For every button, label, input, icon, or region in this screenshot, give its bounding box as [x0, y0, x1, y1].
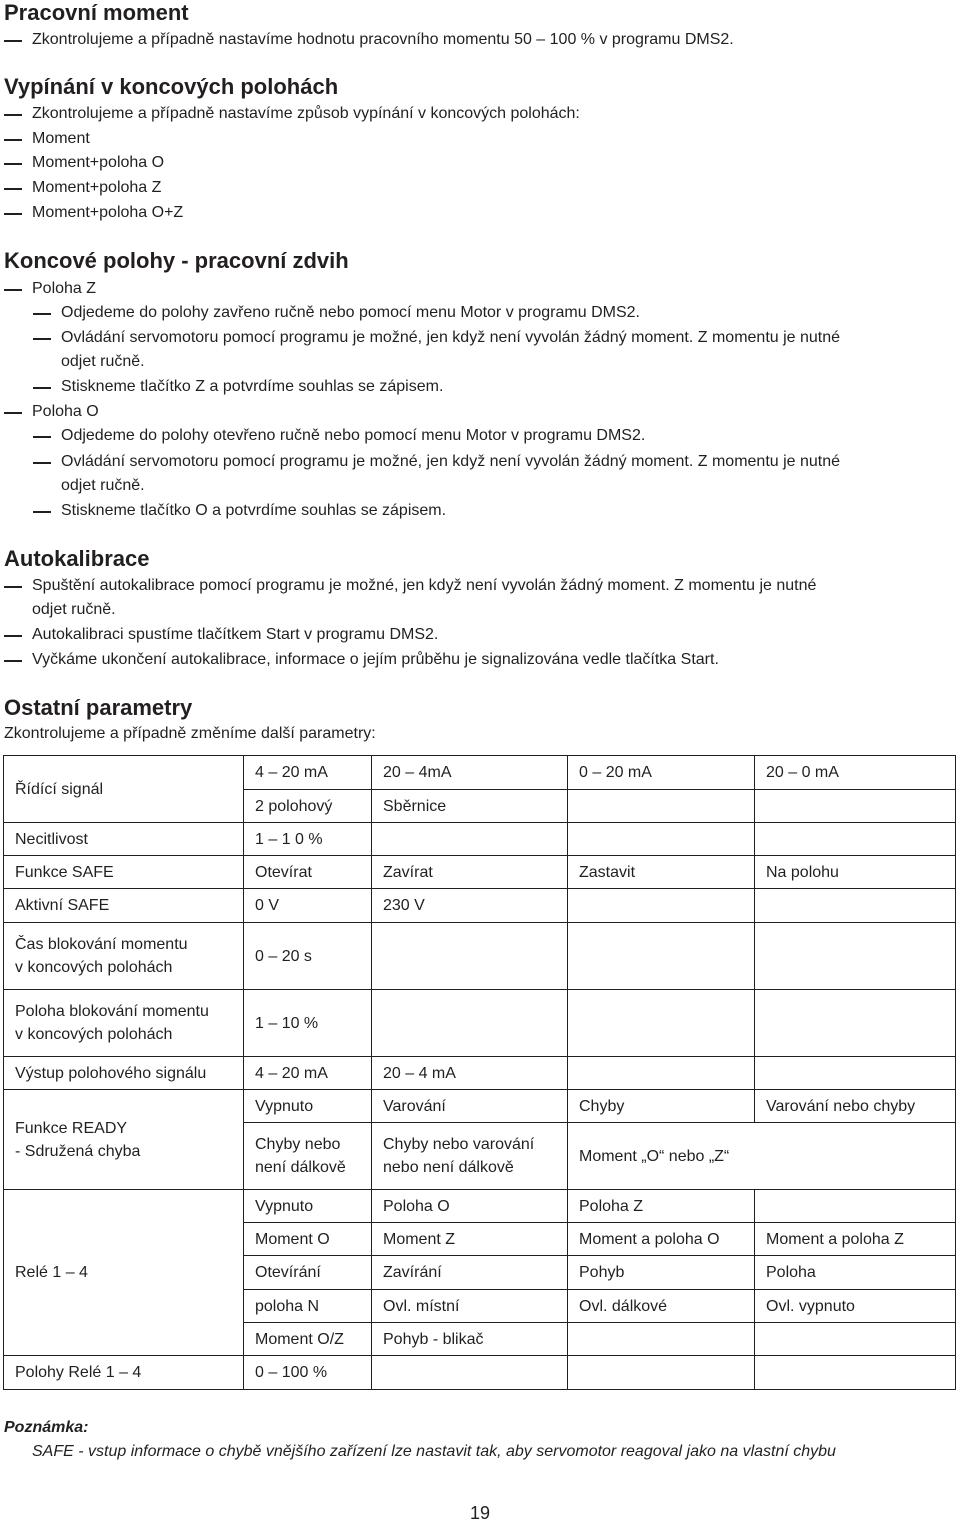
table-cell: Moment O: [244, 1223, 372, 1256]
table-row: [4, 1090, 956, 1123]
sub-item-continuation: odjet ručně.: [61, 353, 145, 370]
table-row: [4, 889, 956, 923]
table-row: [4, 756, 956, 790]
list-item: Autokalibraci spustíme tlačítkem Start v programu DMS2.: [32, 626, 439, 643]
table-cell: Vypnuto: [244, 1090, 372, 1123]
dash-bullet: [33, 436, 51, 438]
row-label: [4, 990, 244, 1057]
table-cell: Moment Z: [372, 1223, 568, 1256]
table-cell: 1 – 10 %: [244, 990, 372, 1057]
table-cell: [568, 1057, 755, 1090]
table-cell: 1 – 1 0 %: [244, 823, 372, 856]
row-label: Polohy Relé 1 – 4: [4, 1356, 244, 1390]
table-cell: Moment a poloha Z: [755, 1223, 956, 1256]
table-cell: [568, 889, 755, 923]
table-cell: 0 – 20 s: [244, 923, 372, 990]
list-item: Moment: [32, 130, 90, 147]
table-cell: Ovl. místní: [372, 1290, 568, 1323]
table-cell: [755, 990, 956, 1057]
row-label: Výstup polohového signálu: [4, 1057, 244, 1090]
table-cell: [755, 1323, 956, 1356]
table-cell: [372, 1356, 568, 1390]
table-cell: Otevírání: [244, 1256, 372, 1290]
table-cell: [568, 790, 755, 823]
table-row: [4, 990, 956, 1057]
table-cell: Zastavit: [568, 856, 755, 889]
dash-bullet: [4, 586, 22, 588]
table-cell: 2 polohový: [244, 790, 372, 823]
sub-item-continuation: odjet ručně.: [61, 477, 145, 494]
list-item-poloha-z: Poloha Z: [32, 280, 97, 297]
row-label-line: Funkce READY: [15, 1119, 128, 1137]
table-cell: 20 – 0 mA: [755, 756, 956, 790]
dash-bullet: [4, 213, 22, 215]
dash-bullet: [33, 338, 51, 340]
table-row: [4, 1190, 956, 1223]
row-label: Funkce SAFE: [4, 856, 244, 889]
table-cell: 20 – 4mA: [372, 756, 568, 790]
table-cell: [755, 790, 956, 823]
table-row: [4, 1356, 956, 1390]
list-item: Spuštění autokalibrace pomocí programu je možné, jen když není vyvolán žádný moment. Z momentu je nutné: [32, 577, 817, 594]
intro-text: Zkontrolujeme a případně změníme další parametry:: [4, 725, 376, 742]
sub-item: Ovládání servomotoru pomocí programu je možné, jen když není vyvolán žádný moment. Z momentu je nutné: [61, 453, 841, 470]
table-cell: Varování nebo chyby: [755, 1090, 956, 1123]
row-label: [4, 1090, 244, 1190]
dash-bullet: [4, 289, 22, 291]
table-cell: Otevírat: [244, 856, 372, 889]
table-cell: Moment a poloha O: [568, 1223, 755, 1256]
list-item: Zkontrolujeme a případně nastavíme hodnotu pracovního momentu 50 – 100 % v programu DMS2.: [32, 31, 734, 48]
list-item: Moment+poloha Z: [32, 179, 162, 196]
table-cell: 230 V: [372, 889, 568, 923]
table-cell: 0 – 100 %: [244, 1356, 372, 1390]
cell-line: Chyby nebo varování: [383, 1136, 535, 1153]
table-cell: 4 – 20 mA: [244, 756, 372, 790]
table-cell: Moment „O“ nebo „Z“: [568, 1123, 956, 1190]
dash-bullet: [33, 462, 51, 464]
table-cell: [568, 923, 755, 990]
dash-bullet: [4, 635, 22, 637]
table-cell: [372, 990, 568, 1057]
dash-bullet: [33, 511, 51, 513]
table-cell: Zavírání: [372, 1256, 568, 1290]
list-item-continuation: odjet ručně.: [32, 601, 116, 618]
heading-pracovni-moment: Pracovní moment: [4, 0, 189, 25]
table-cell: [755, 889, 956, 923]
row-label: Relé 1 – 4: [4, 1190, 244, 1356]
row-label: Necitlivost: [4, 823, 244, 856]
dash-bullet: [4, 412, 22, 414]
table-cell: [568, 1323, 755, 1356]
table-cell: Ovl. vypnuto: [755, 1290, 956, 1323]
table-row: [4, 856, 956, 889]
table-cell: 20 – 4 mA: [372, 1057, 568, 1090]
heading-koncove-polohy: Koncové polohy - pracovní zdvih: [4, 248, 349, 273]
cell-line: nebo není dálkově: [383, 1159, 514, 1176]
parameters-table: [3, 755, 956, 1390]
dash-bullet: [4, 139, 22, 141]
row-label-line: Poloha blokování momentu: [15, 1003, 209, 1020]
list-item: Zkontrolujeme a případně nastavíme způsob vypínání v koncových polohách:: [32, 105, 580, 122]
table-cell: [755, 1190, 956, 1223]
table-cell: [372, 1123, 568, 1190]
cell-line: Chyby nebo: [255, 1136, 341, 1153]
row-label: [4, 923, 244, 990]
table-row: [4, 923, 956, 990]
note-text: SAFE - vstup informace o chybě vnějšího zařízení lze nastavit tak, aby servomotor reagoval jako na vlastní chybu: [32, 1443, 836, 1460]
table-cell: [755, 1057, 956, 1090]
row-label-line: Čas blokování momentu: [15, 936, 188, 953]
table-cell: [755, 823, 956, 856]
table-cell: 0 V: [244, 889, 372, 923]
table-cell: [755, 923, 956, 990]
row-label: Aktivní SAFE: [4, 889, 244, 923]
heading-ostatni-parametry: Ostatní parametry: [4, 695, 193, 720]
row-label-line: - Sdružená chyba: [15, 1142, 141, 1160]
note-title: Poznámka:: [4, 1419, 89, 1436]
dash-bullet: [33, 313, 51, 315]
dash-bullet: [4, 163, 22, 165]
table-cell: Poloha O: [372, 1190, 568, 1223]
list-item: Moment+poloha O: [32, 154, 165, 171]
sub-item: Ovládání servomotoru pomocí programu je možné, jen když není vyvolán žádný moment. Z momentu je nutné: [61, 329, 841, 346]
table-cell: Pohyb - blikač: [372, 1323, 568, 1356]
table-cell: [244, 1123, 372, 1190]
table-cell: Chyby: [568, 1090, 755, 1123]
table-cell: [568, 990, 755, 1057]
dash-bullet: [33, 387, 51, 389]
table-cell: [568, 1356, 755, 1390]
cell-line: není dálkově: [255, 1159, 346, 1176]
sub-item: Odjedeme do polohy otevřeno ručně nebo pomocí menu Motor v programu DMS2.: [61, 427, 646, 444]
table-cell: 4 – 20 mA: [244, 1057, 372, 1090]
table-cell: Poloha: [755, 1256, 956, 1290]
row-label-line: v koncových polohách: [15, 1026, 173, 1043]
sub-item: Stiskneme tlačítko O a potvrdíme souhlas se zápisem.: [61, 502, 447, 519]
table-row: [4, 1057, 956, 1090]
table-cell: poloha N: [244, 1290, 372, 1323]
table-cell: [568, 823, 755, 856]
table-cell: Poloha Z: [568, 1190, 755, 1223]
heading-vypinani: Vypínání v koncových polohách: [4, 74, 339, 99]
table-cell: Varování: [372, 1090, 568, 1123]
heading-autokalibrace: Autokalibrace: [4, 546, 150, 571]
table-cell: Sběrnice: [372, 790, 568, 823]
table-cell: [755, 1356, 956, 1390]
table-cell: Vypnuto: [244, 1190, 372, 1223]
list-item: Vyčkáme ukončení autokalibrace, informace o jejím průběhu je signalizována vedle tlačítka Start.: [32, 651, 719, 668]
table-cell: Zavírat: [372, 856, 568, 889]
dash-bullet: [4, 114, 22, 116]
table-cell: Na polohu: [755, 856, 956, 889]
row-label-line: v koncových polohách: [15, 959, 173, 976]
table-cell: [372, 823, 568, 856]
sub-item: Odjedeme do polohy zavřeno ručně nebo pomocí menu Motor v programu DMS2.: [61, 304, 640, 321]
list-item: Moment+poloha O+Z: [32, 204, 184, 221]
page-number: 19: [469, 1503, 491, 1523]
table-row: [4, 823, 956, 856]
dash-bullet: [4, 188, 22, 190]
dash-bullet: [4, 40, 22, 42]
table-cell: [372, 923, 568, 990]
table-cell: 0 – 20 mA: [568, 756, 755, 790]
sub-item: Stiskneme tlačítko Z a potvrdíme souhlas se zápisem.: [61, 378, 444, 395]
list-item-poloha-o: Poloha O: [32, 403, 99, 420]
dash-bullet: [4, 660, 22, 662]
row-label: Řídící signál: [4, 756, 244, 823]
table-cell: Ovl. dálkové: [568, 1290, 755, 1323]
table-cell: Pohyb: [568, 1256, 755, 1290]
table-cell: Moment O/Z: [244, 1323, 372, 1356]
